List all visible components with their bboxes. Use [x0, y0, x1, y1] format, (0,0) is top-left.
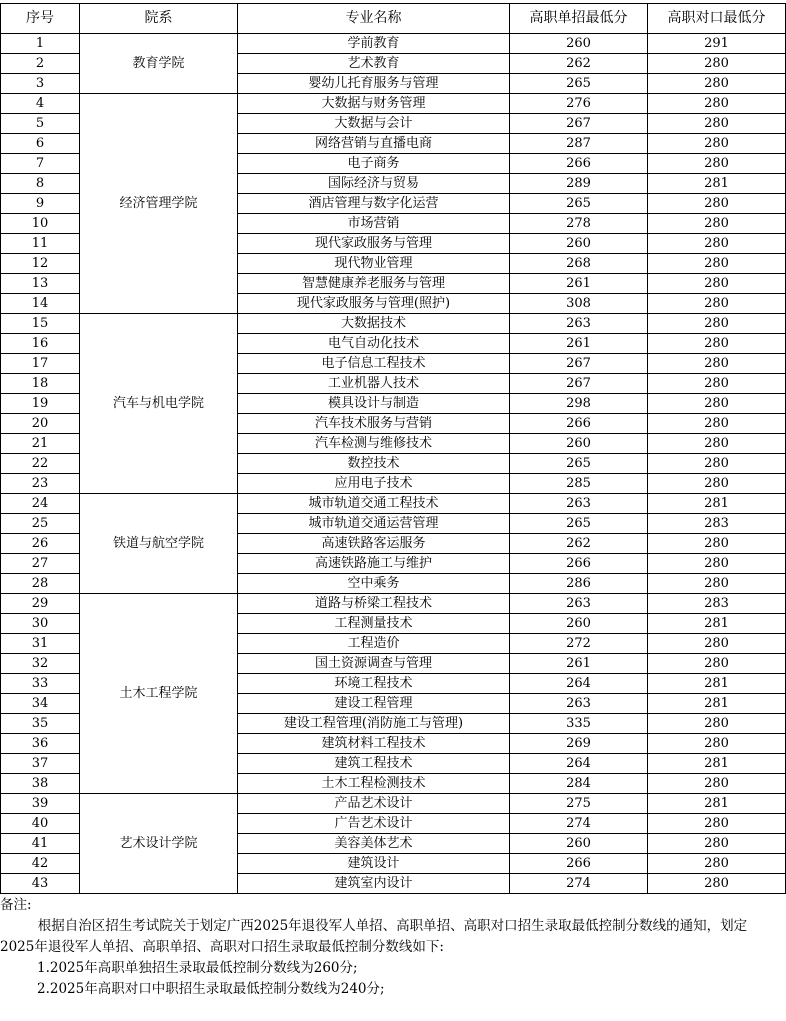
counterpart-min-score: 280 [648, 534, 786, 554]
row-index: 27 [1, 554, 80, 574]
major-name: 国土资源调查与管理 [238, 654, 510, 674]
row-index: 13 [1, 274, 80, 294]
notes-item: 1.2025年高职单独招生录取最低控制分数线为260分; [37, 960, 358, 976]
counterpart-min-score: 280 [648, 354, 786, 374]
counterpart-min-score: 280 [648, 874, 786, 894]
row-index: 24 [1, 494, 80, 514]
counterpart-min-score: 280 [648, 774, 786, 794]
single-exam-min-score: 284 [510, 774, 648, 794]
row-index: 14 [1, 294, 80, 314]
counterpart-min-score: 280 [648, 814, 786, 834]
major-name: 建筑材料工程技术 [238, 734, 510, 754]
major-name: 城市轨道交通工程技术 [238, 494, 510, 514]
row-index: 19 [1, 394, 80, 414]
major-name: 工程测量技术 [238, 614, 510, 634]
single-exam-min-score: 287 [510, 134, 648, 154]
row-index: 36 [1, 734, 80, 754]
major-name: 建设工程管理(消防施工与管理) [238, 714, 510, 734]
notes-item: 2.2025年高职对口中职招生录取最低控制分数线为240分; [37, 981, 385, 997]
row-index: 28 [1, 574, 80, 594]
row-index: 41 [1, 834, 80, 854]
major-name: 大数据与会计 [238, 114, 510, 134]
table-row [1, 94, 786, 114]
college-name: 教育学院 [80, 34, 238, 94]
table-row [1, 494, 786, 514]
counterpart-min-score: 280 [648, 574, 786, 594]
single-exam-min-score: 298 [510, 394, 648, 414]
major-name: 建筑室内设计 [238, 874, 510, 894]
major-name: 道路与桥梁工程技术 [238, 594, 510, 614]
row-index: 3 [1, 74, 80, 94]
counterpart-min-score: 291 [648, 34, 786, 54]
major-name: 建设工程管理 [238, 694, 510, 714]
college-name: 经济管理学院 [80, 94, 238, 314]
counterpart-min-score: 280 [648, 414, 786, 434]
single-exam-min-score: 266 [510, 154, 648, 174]
counterpart-min-score: 280 [648, 714, 786, 734]
table-row [1, 794, 786, 814]
row-index: 43 [1, 874, 80, 894]
single-exam-min-score: 261 [510, 274, 648, 294]
notes-section [0, 895, 780, 1000]
counterpart-min-score: 280 [648, 214, 786, 234]
single-exam-min-score: 267 [510, 114, 648, 134]
major-name: 大数据技术 [238, 314, 510, 334]
single-exam-min-score: 286 [510, 574, 648, 594]
counterpart-min-score: 280 [648, 394, 786, 414]
counterpart-min-score: 280 [648, 194, 786, 214]
row-index: 4 [1, 94, 80, 114]
major-name: 工业机器人技术 [238, 374, 510, 394]
counterpart-min-score: 280 [648, 114, 786, 134]
header-college: 院系 [80, 4, 238, 34]
counterpart-min-score: 283 [648, 594, 786, 614]
row-index: 12 [1, 254, 80, 274]
single-exam-min-score: 267 [510, 354, 648, 374]
single-exam-min-score: 266 [510, 414, 648, 434]
single-exam-min-score: 268 [510, 254, 648, 274]
counterpart-min-score: 280 [648, 474, 786, 494]
counterpart-min-score: 280 [648, 554, 786, 574]
table-row [1, 34, 786, 54]
row-index: 22 [1, 454, 80, 474]
counterpart-min-score: 281 [648, 494, 786, 514]
row-index: 38 [1, 774, 80, 794]
counterpart-min-score: 280 [648, 734, 786, 754]
single-exam-min-score: 261 [510, 654, 648, 674]
counterpart-min-score: 280 [648, 434, 786, 454]
counterpart-min-score: 280 [648, 94, 786, 114]
row-index: 18 [1, 374, 80, 394]
single-exam-min-score: 262 [510, 54, 648, 74]
notes-paragraph: 根据自治区招生考试院关于划定广西2025年退役军人单招、高职单招、高职对口招生录取最低控制分数线的通知，划定2025年退役军人单招、高职单招、高职对口招生录取最低控制分数线如下: [0, 918, 748, 955]
major-name: 现代家政服务与管理(照护) [238, 294, 510, 314]
counterpart-min-score: 280 [648, 294, 786, 314]
single-exam-min-score: 265 [510, 514, 648, 534]
single-exam-min-score: 266 [510, 854, 648, 874]
counterpart-min-score: 280 [648, 634, 786, 654]
single-exam-min-score: 289 [510, 174, 648, 194]
major-name: 美容美体艺术 [238, 834, 510, 854]
college-name: 土木工程学院 [80, 594, 238, 794]
row-index: 26 [1, 534, 80, 554]
counterpart-min-score: 280 [648, 654, 786, 674]
major-name: 电子商务 [238, 154, 510, 174]
counterpart-min-score: 281 [648, 794, 786, 814]
major-name: 汽车检测与维修技术 [238, 434, 510, 454]
row-index: 21 [1, 434, 80, 454]
single-exam-min-score: 269 [510, 734, 648, 754]
counterpart-min-score: 280 [648, 154, 786, 174]
single-exam-min-score: 260 [510, 834, 648, 854]
college-name: 铁道与航空学院 [80, 494, 238, 594]
major-name: 数控技术 [238, 454, 510, 474]
header-index: 序号 [1, 4, 80, 34]
single-exam-min-score: 285 [510, 474, 648, 494]
single-exam-min-score: 275 [510, 794, 648, 814]
row-index: 42 [1, 854, 80, 874]
counterpart-min-score: 280 [648, 834, 786, 854]
college-name: 艺术设计学院 [80, 794, 238, 894]
major-name: 市场营销 [238, 214, 510, 234]
major-name: 婴幼儿托育服务与管理 [238, 74, 510, 94]
row-index: 32 [1, 654, 80, 674]
major-name: 现代家政服务与管理 [238, 234, 510, 254]
major-name: 空中乘务 [238, 574, 510, 594]
row-index: 25 [1, 514, 80, 534]
row-index: 8 [1, 174, 80, 194]
notes-heading: 备注: [0, 897, 32, 913]
single-exam-min-score: 263 [510, 314, 648, 334]
single-exam-min-score: 260 [510, 234, 648, 254]
row-index: 15 [1, 314, 80, 334]
row-index: 40 [1, 814, 80, 834]
counterpart-min-score: 280 [648, 334, 786, 354]
single-exam-min-score: 265 [510, 194, 648, 214]
single-exam-min-score: 274 [510, 814, 648, 834]
major-name: 网络营销与直播电商 [238, 134, 510, 154]
row-index: 39 [1, 794, 80, 814]
single-exam-min-score: 264 [510, 754, 648, 774]
single-exam-min-score: 335 [510, 714, 648, 734]
major-name: 应用电子技术 [238, 474, 510, 494]
major-name: 现代物业管理 [238, 254, 510, 274]
admission-scores-table [0, 3, 786, 894]
counterpart-min-score: 280 [648, 234, 786, 254]
major-name: 大数据与财务管理 [238, 94, 510, 114]
row-index: 35 [1, 714, 80, 734]
header-counterpart-min: 高职对口最低分 [648, 4, 786, 34]
major-name: 汽车技术服务与营销 [238, 414, 510, 434]
single-exam-min-score: 265 [510, 454, 648, 474]
single-exam-min-score: 267 [510, 374, 648, 394]
counterpart-min-score: 280 [648, 54, 786, 74]
single-exam-min-score: 265 [510, 74, 648, 94]
counterpart-min-score: 280 [648, 454, 786, 474]
single-exam-min-score: 260 [510, 614, 648, 634]
single-exam-min-score: 263 [510, 594, 648, 614]
single-exam-min-score: 260 [510, 34, 648, 54]
counterpart-min-score: 280 [648, 254, 786, 274]
major-name: 城市轨道交通运营管理 [238, 514, 510, 534]
row-index: 11 [1, 234, 80, 254]
row-index: 7 [1, 154, 80, 174]
counterpart-min-score: 280 [648, 314, 786, 334]
counterpart-min-score: 281 [648, 174, 786, 194]
major-name: 建筑设计 [238, 854, 510, 874]
counterpart-min-score: 280 [648, 274, 786, 294]
single-exam-min-score: 260 [510, 434, 648, 454]
single-exam-min-score: 264 [510, 674, 648, 694]
single-exam-min-score: 261 [510, 334, 648, 354]
row-index: 30 [1, 614, 80, 634]
major-name: 学前教育 [238, 34, 510, 54]
counterpart-min-score: 283 [648, 514, 786, 534]
major-name: 智慧健康养老服务与管理 [238, 274, 510, 294]
row-index: 33 [1, 674, 80, 694]
row-index: 29 [1, 594, 80, 614]
header-major: 专业名称 [238, 4, 510, 34]
header-row [1, 4, 786, 34]
row-index: 17 [1, 354, 80, 374]
row-index: 2 [1, 54, 80, 74]
single-exam-min-score: 308 [510, 294, 648, 314]
major-name: 工程造价 [238, 634, 510, 654]
counterpart-min-score: 280 [648, 854, 786, 874]
counterpart-min-score: 280 [648, 374, 786, 394]
single-exam-min-score: 263 [510, 494, 648, 514]
college-name: 汽车与机电学院 [80, 314, 238, 494]
row-index: 6 [1, 134, 80, 154]
table-body [1, 34, 786, 894]
row-index: 23 [1, 474, 80, 494]
single-exam-min-score: 272 [510, 634, 648, 654]
table-row [1, 594, 786, 614]
table-row [1, 314, 786, 334]
row-index: 20 [1, 414, 80, 434]
row-index: 10 [1, 214, 80, 234]
counterpart-min-score: 281 [648, 694, 786, 714]
single-exam-min-score: 278 [510, 214, 648, 234]
major-name: 艺术教育 [238, 54, 510, 74]
counterpart-min-score: 281 [648, 754, 786, 774]
major-name: 电气自动化技术 [238, 334, 510, 354]
row-index: 5 [1, 114, 80, 134]
counterpart-min-score: 280 [648, 74, 786, 94]
single-exam-min-score: 263 [510, 694, 648, 714]
row-index: 1 [1, 34, 80, 54]
major-name: 环境工程技术 [238, 674, 510, 694]
major-name: 酒店管理与数字化运营 [238, 194, 510, 214]
major-name: 国际经济与贸易 [238, 174, 510, 194]
single-exam-min-score: 266 [510, 554, 648, 574]
single-exam-min-score: 276 [510, 94, 648, 114]
major-name: 高速铁路施工与维护 [238, 554, 510, 574]
major-name: 建筑工程技术 [238, 754, 510, 774]
major-name: 产品艺术设计 [238, 794, 510, 814]
single-exam-min-score: 262 [510, 534, 648, 554]
row-index: 34 [1, 694, 80, 714]
single-exam-min-score: 274 [510, 874, 648, 894]
major-name: 电子信息工程技术 [238, 354, 510, 374]
row-index: 9 [1, 194, 80, 214]
counterpart-min-score: 281 [648, 674, 786, 694]
major-name: 高速铁路客运服务 [238, 534, 510, 554]
header-single-exam-min: 高职单招最低分 [510, 4, 648, 34]
counterpart-min-score: 280 [648, 134, 786, 154]
row-index: 31 [1, 634, 80, 654]
major-name: 模具设计与制造 [238, 394, 510, 414]
row-index: 37 [1, 754, 80, 774]
counterpart-min-score: 281 [648, 614, 786, 634]
major-name: 广告艺术设计 [238, 814, 510, 834]
row-index: 16 [1, 334, 80, 354]
major-name: 土木工程检测技术 [238, 774, 510, 794]
